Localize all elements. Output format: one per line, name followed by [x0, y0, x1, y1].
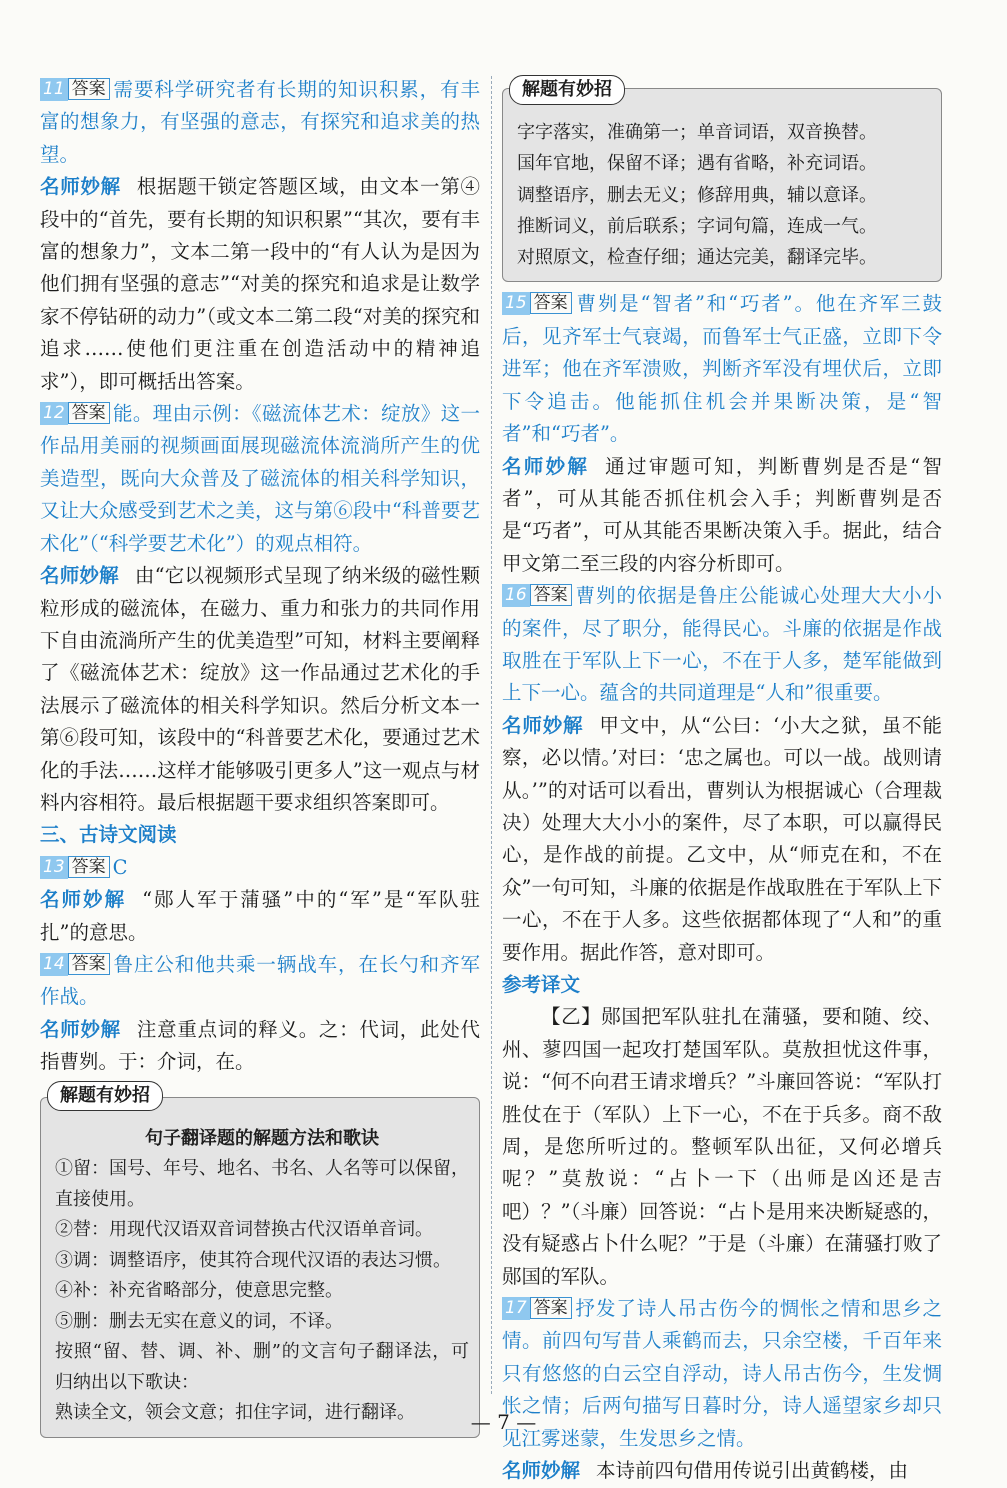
question-tag: [40, 77, 110, 100]
q13-answer-block: [40, 852, 480, 884]
tip-line: ③调：调整语序，使其符合现代汉语的表达习惯。: [55, 1249, 451, 1271]
explain-label: 名师妙解: [502, 1459, 581, 1483]
question-tag: [502, 291, 572, 314]
tip-line: 字字落实，准确第一；单音词语，双音换替。: [517, 122, 877, 143]
q11-explain-block: [40, 171, 480, 398]
explain-label: 名师妙解: [502, 454, 590, 478]
tip-box-left: [40, 1084, 480, 1438]
answer-text: 能。理由示例：《磁流体艺术：绽放》这一作品用美丽的视频画面展现磁流体流淌所产生的优美造型，既向大众普及了磁流体的相关科学知识，又让大众感受到艺术之美，这与第⑥段中“科普要艺术化”（“科学要艺术化”）的观点相符。: [40, 402, 480, 555]
answer-badge: 答案: [68, 78, 110, 100]
question-number: 15: [502, 292, 530, 315]
explain-label: 名师妙解: [40, 564, 119, 588]
answer-badge: 答案: [530, 1297, 572, 1319]
answer-text: C: [112, 855, 128, 879]
answer-text: 抒发了诗人吊古伤今的惆怅之情和思乡之情。前四句写昔人乘鹤而去，只余空楼，千百年来只有悠悠的白云空自浮动，诗人吊古伤今，生发惆怅之情；后两句描写日暮时分，诗人遥望家乡却只见江雾迷蒙，生发思乡之情。: [502, 1297, 942, 1450]
question-number: 14: [40, 953, 68, 976]
tip-line: 调整语序，删去无义；修辞用典，辅以意译。: [517, 184, 877, 206]
answer-text: 鲁庄公和他共乘一辆战车，在长勺和齐军作战。: [40, 952, 480, 1009]
tip-line: ⑤删：删去无实在意义的词，不译。: [55, 1310, 343, 1332]
tip-heading: 解题有妙招: [509, 75, 625, 105]
explain-text: 通过审题可知，判断曹刿是否是“智者”，可从其能否抓住机会入手；判断曹刿是否是“巧者”，可从其能否果断决策入手。据此，结合甲文第二至三段的内容分析即可。: [502, 454, 942, 575]
question-number: 11: [40, 78, 68, 101]
tip-line: 对照原文，检查仔细；通达完美，翻译完毕。: [517, 247, 877, 269]
question-tag: [40, 952, 110, 975]
answer-badge: 答案: [530, 292, 572, 314]
tip-line: 按照“留、替、调、补、删”的文言句子翻译法，可归纳出以下歌诀：: [55, 1341, 469, 1393]
question-number: 16: [502, 584, 530, 607]
answer-badge: 答案: [68, 402, 110, 424]
tip-line: ④补：补充省略部分，使意思完整。: [55, 1280, 343, 1302]
question-number: 17: [502, 1297, 530, 1320]
explain-label: 名师妙解: [502, 713, 584, 737]
question-tag: [40, 401, 110, 424]
answer-text: 曹刿的依据是鲁庄公能诚心处理大大小小的案件，尽了职分，能得民心。斗廉的依据是作战取胜在于军队上下一心，不在于人多，楚军能做到上下一心。蕴含的共同道理是“人和”很重要。: [502, 584, 942, 705]
tip-box-right: [502, 79, 942, 282]
q16-answer-block: [502, 580, 942, 710]
q11-answer-block: [40, 74, 480, 171]
tip-line: 推断词义，前后联系；字词句篇，连成一气。: [517, 215, 877, 237]
question-tag: [502, 583, 572, 606]
column-divider: [491, 76, 492, 1394]
question-number: 12: [40, 402, 68, 425]
explain-text: 根据题干锁定答题区域，由文本一第④段中的“首先，要有长期的知识积累”“其次，要有丰富的想象力”，文本二第一段中的“有人认为是因为他们拥有坚强的意志”“对美的探究和追求是让数学家不停钻研的动力”（或文本二第二段“对美的探究和追求……使他们更注重在创造活动中的精神追求”），即可概括出答案。: [40, 175, 480, 393]
answer-badge: 答案: [530, 584, 572, 606]
explain-label: 名师妙解: [40, 175, 121, 199]
q12-answer-block: [40, 398, 480, 560]
explain-text: 甲文中，从“公曰：‘小大之狱，虽不能察，必以情。’对曰：‘忠之属也。可以一战。战则请从。’”的对话可以看出，曹刿认为根据诚心（合理裁决）处理大大小小的案件，尽了本职，可以赢得民心，是作战的前提。乙文中，从“师克在和，不在众”一句可知，斗廉的依据是作战取胜在于军队上下一心，不在于人多。这些依据都体现了“人和”的重要作用。据此作答，意对即可。: [502, 713, 942, 964]
q15-answer-block: [502, 288, 942, 450]
tip-line: 熟读全文，领会文意；扣住字词，进行翻译。: [55, 1402, 415, 1424]
tip-heading: 解题有妙招: [47, 1081, 163, 1111]
q14-explain-block: [40, 1014, 480, 1079]
answer-badge: 答案: [68, 856, 110, 878]
explain-text: 由“它以视频形式呈现了纳米级的磁性颗粒形成的磁流体，在磁力、重力和张力的共同作用下自由流淌所产生的优美造型”可知，材料主要阐释了《磁流体艺术：绽放》这一作品通过艺术化的手法展示了磁流体的相关科学知识。然后分析文本一第⑥段可知，该段中的“科普要艺术化，要通过艺术化的手法……这样才能够吸引更多人”这一观点与材料内容相符。最后根据题干要求组织答案即可。: [40, 564, 480, 814]
tip-title: 句子翻译题的解题方法和歌诀: [145, 1127, 379, 1149]
explain-text: 本诗前四句借用传说引出黄鹤楼，由: [596, 1459, 909, 1483]
tip-line: ②替：用现代汉语双音词替换古代汉语单音词。: [55, 1219, 433, 1241]
section-heading: 三、古诗文阅读: [40, 823, 177, 847]
q12-explain-block: [40, 560, 480, 819]
q14-answer-block: [40, 949, 480, 1014]
tip-line: 国年官地，保留不译；遇有省略，补充词语。: [517, 153, 877, 175]
q17-explain-block: [502, 1455, 942, 1487]
answer-text: 需要科学研究者有长期的知识积累，有丰富的想象力，有坚强的意志，有探究和追求美的热望。: [40, 78, 480, 166]
left-column: [40, 74, 480, 1438]
question-tag: [40, 855, 110, 878]
question-number: 13: [40, 856, 68, 879]
explain-label: 名师妙解: [40, 888, 127, 912]
answer-badge: 答案: [68, 953, 110, 975]
q15-explain-block: [502, 451, 942, 581]
explain-text: “郧人军于蒲骚”中的“军”是“军队驻扎”的意思。: [40, 888, 480, 944]
explain-text: 注意重点词的释义。之：代词，此处代指曹刿。于：介词，在。: [40, 1017, 480, 1074]
q16-explain-block: [502, 710, 942, 969]
page-number: — 7 —: [470, 1410, 537, 1434]
question-tag: [502, 1296, 572, 1319]
tip-line: ①留：国号、年号、地名、书名、人名等可以保留，直接使用。: [55, 1158, 469, 1210]
q13-explain-block: [40, 884, 480, 949]
answer-text: 曹刿是“智者”和“巧者”。他在齐军三鼓后，见齐军士气衰竭，而鲁军士气正盛，立即下令进军；他在齐军溃败，判断齐军没有埋伏后，立即下令追击。他能抓住机会并果断决策，是“智者”和“巧者”。: [502, 292, 942, 446]
right-column: [502, 74, 942, 1488]
translation-heading: 参考译文: [502, 973, 581, 997]
translation-text: 【乙】郧国把军队驻扎在蒲骚，要和随、绞、州、蓼四国一起攻打楚国军队。莫敖担忧这件事，说：“何不向君王请求增兵？”斗廉回答说：“军队打胜仗在于（军队）上下一心，不在于兵多。商不敌周，是您所听过的。整顿军队出征，又何必增兵呢？”莫敖说：“占卜一下（出师是凶还是吉吧）？”（斗廉）回答说：“占卜是用来决断疑惑的，没有疑惑占卜什么呢？”于是（斗廉）在蒲骚打败了郧国的军队。: [502, 1005, 942, 1288]
explain-label: 名师妙解: [40, 1017, 121, 1041]
